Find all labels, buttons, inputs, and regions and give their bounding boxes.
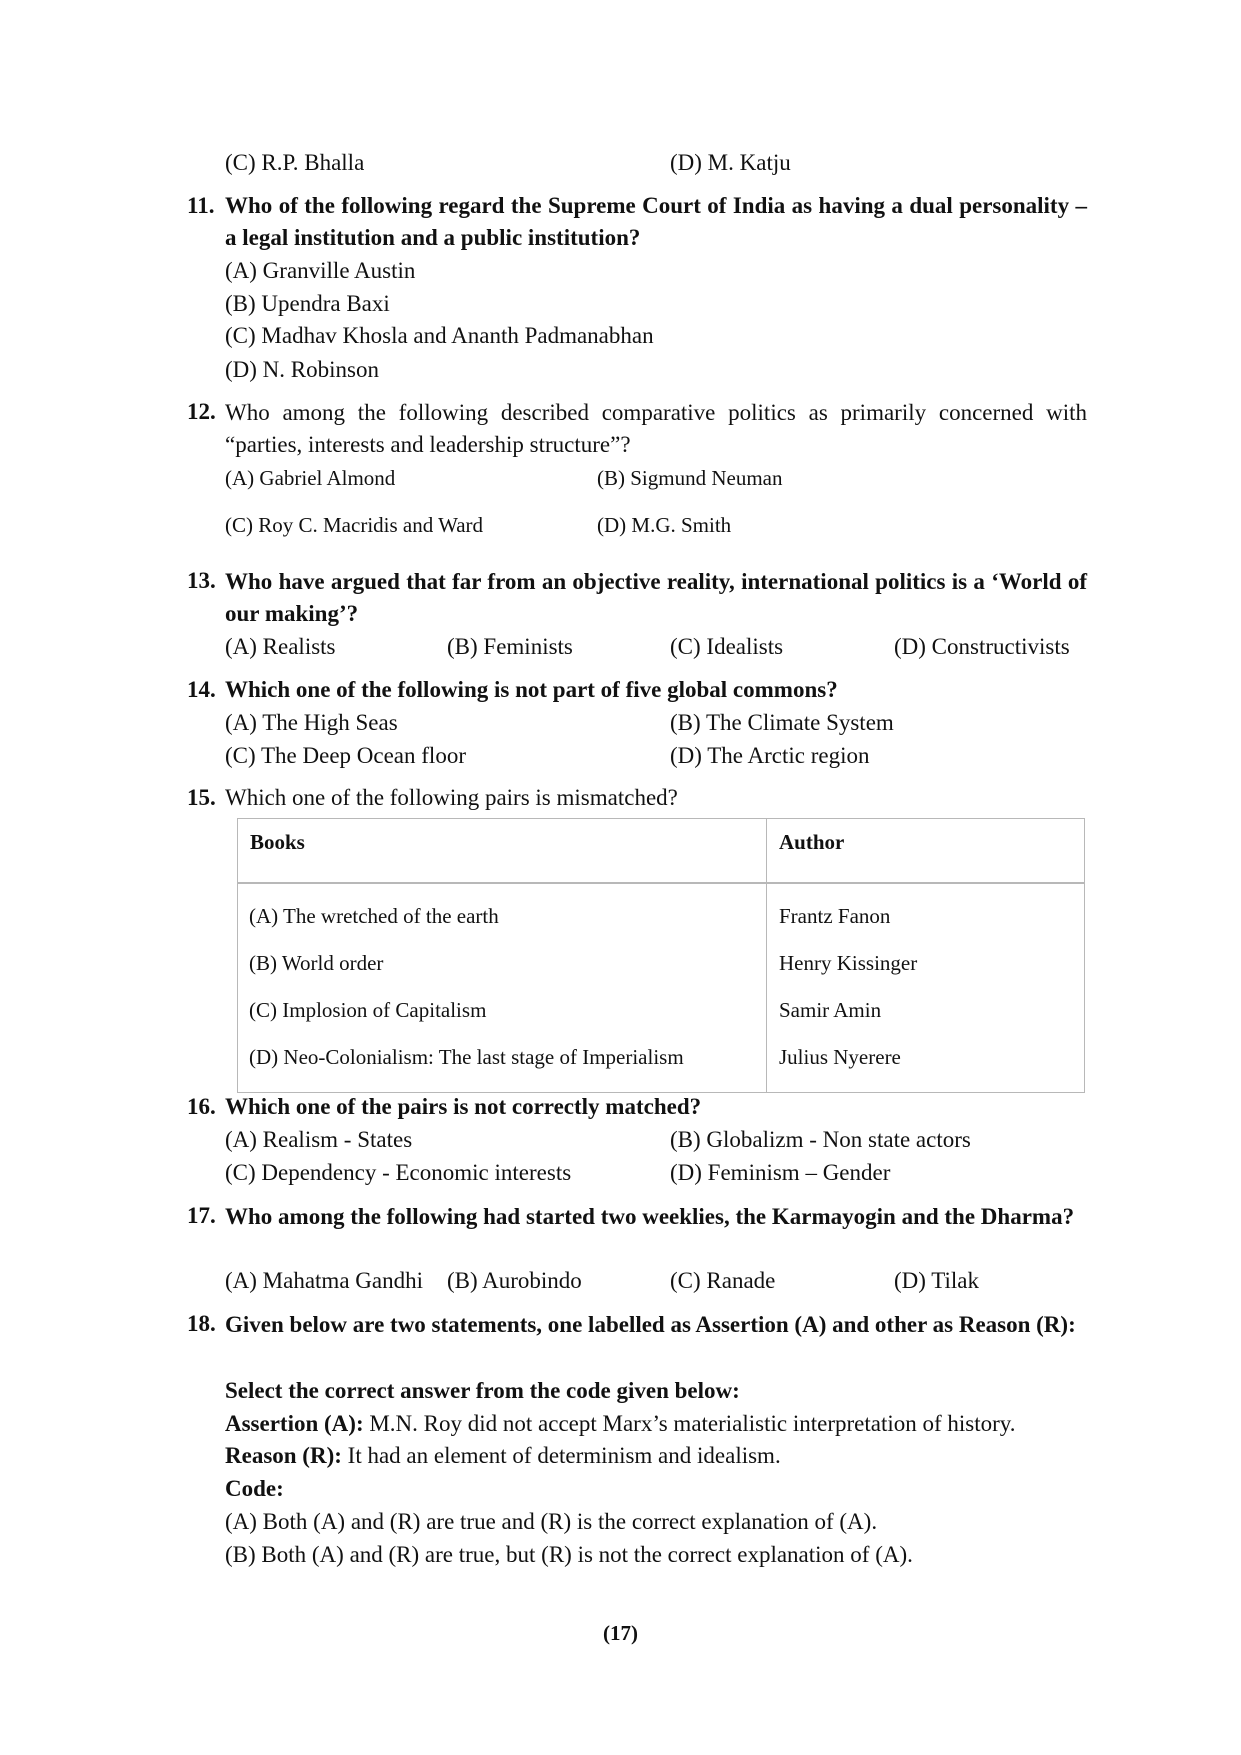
- question-text: Which one of the following is not part of five global commons?: [225, 677, 838, 702]
- instruction-text: Select the correct answer from the code given below:: [225, 1378, 740, 1403]
- question-number: 16.: [187, 1094, 216, 1119]
- option-a: (A) Realists: [225, 634, 336, 659]
- table-cell-author: Julius Nyerere: [779, 1045, 901, 1069]
- option-c: (C) Roy C. Macridis and Ward: [225, 513, 484, 537]
- assertion-line: [225, 1409, 1016, 1439]
- assertion-text: M.N. Roy did not accept Marx’s materialistic interpretation of history.: [369, 1411, 1016, 1436]
- question-text: Who among the following had started two weeklies, the Karmayogin and the Dharma?: [225, 1204, 1075, 1229]
- question-number: 14.: [187, 677, 216, 702]
- table-cell-book: (C) Implosion of Capitalism: [249, 998, 487, 1022]
- option-c: (C) R.P. Bhalla: [225, 150, 365, 175]
- option-a: (A) Both (A) and (R) are true and (R) is the correct explanation of (A).: [225, 1509, 878, 1534]
- table-cell-book: (A) The wretched of the earth: [249, 904, 499, 928]
- table-cell-author: Samir Amin: [779, 998, 882, 1022]
- table-divider: [238, 882, 1084, 884]
- option-d: (D) M. Katju: [670, 150, 791, 175]
- page-number: (17): [603, 1621, 638, 1645]
- option-d: (D) Tilak: [894, 1268, 979, 1293]
- table-divider: [766, 819, 767, 1092]
- option-b: (B) The Climate System: [670, 710, 894, 735]
- option-b: (B) Sigmund Neuman: [597, 466, 783, 490]
- option-d: (D) Constructivists: [894, 634, 1070, 659]
- table-header-books: Books: [250, 830, 305, 854]
- option-c: (C) Ranade: [670, 1268, 776, 1293]
- option-c: (C) Dependency - Economic interests: [225, 1160, 572, 1185]
- assertion-label: Assertion (A):: [225, 1411, 364, 1436]
- option-c: (C) Idealists: [670, 634, 784, 659]
- option-d: (D) The Arctic region: [670, 743, 870, 768]
- table-cell-book: (B) World order: [249, 951, 384, 975]
- option-a: (A) Gabriel Almond: [225, 466, 396, 490]
- option-d: (D) Feminism – Gender: [670, 1160, 891, 1185]
- option-c: (C) Madhav Khosla and Ananth Padmanabhan: [225, 323, 654, 348]
- option-c: (C) The Deep Ocean floor: [225, 743, 466, 768]
- question-number: 13.: [187, 568, 216, 593]
- option-d: (D) N. Robinson: [225, 357, 379, 382]
- option-b: (B) Globalizm - Non state actors: [670, 1127, 971, 1152]
- question-text: Which one of the following pairs is mismatched?: [225, 785, 678, 810]
- option-b: (B) Upendra Baxi: [225, 291, 390, 316]
- option-a: (A) Realism - States: [225, 1127, 413, 1152]
- question-number: 15.: [187, 785, 216, 810]
- question-text: Who of the following regard the Supreme Court of India as having a dual personality – a legal institution and a public institution?: [225, 193, 1087, 250]
- question-number: 17.: [187, 1203, 216, 1228]
- question-number: 11.: [187, 193, 215, 218]
- question-text: Who among the following described comparative politics as primarily concerned with “parties, interests and leadership structure”?: [225, 400, 1087, 457]
- question-text: Which one of the pairs is not correctly matched?: [225, 1094, 702, 1119]
- table-cell-author: Frantz Fanon: [779, 904, 891, 928]
- reason-label: Reason (R):: [225, 1443, 342, 1468]
- code-label: Code:: [225, 1476, 284, 1501]
- question-number: 12.: [187, 399, 216, 424]
- question-text: Given below are two statements, one labelled as Assertion (A) and other as Reason (R):: [225, 1312, 1076, 1337]
- table-header-author: Author: [779, 830, 845, 854]
- question-text: Who have argued that far from an objective reality, international politics is a ‘World of our making’?: [225, 569, 1087, 626]
- table-cell-book: (D) Neo-Colonialism: The last stage of Imperialism: [249, 1045, 684, 1069]
- books-authors-table: [237, 818, 1085, 1093]
- option-a: (A) The High Seas: [225, 710, 398, 735]
- question-number: 18.: [187, 1311, 216, 1336]
- reason-text: It had an element of determinism and idealism.: [347, 1443, 781, 1468]
- option-b: (B) Aurobindo: [447, 1268, 582, 1293]
- table-cell-author: Henry Kissinger: [779, 951, 918, 975]
- option-b: (B) Feminists: [447, 634, 573, 659]
- reason-line: [225, 1441, 781, 1471]
- option-a: (A) Granville Austin: [225, 258, 416, 283]
- option-d: (D) M.G. Smith: [597, 513, 732, 537]
- option-b: (B) Both (A) and (R) are true, but (R) is not the correct explanation of (A).: [225, 1542, 913, 1567]
- option-a: (A) Mahatma Gandhi: [225, 1268, 423, 1293]
